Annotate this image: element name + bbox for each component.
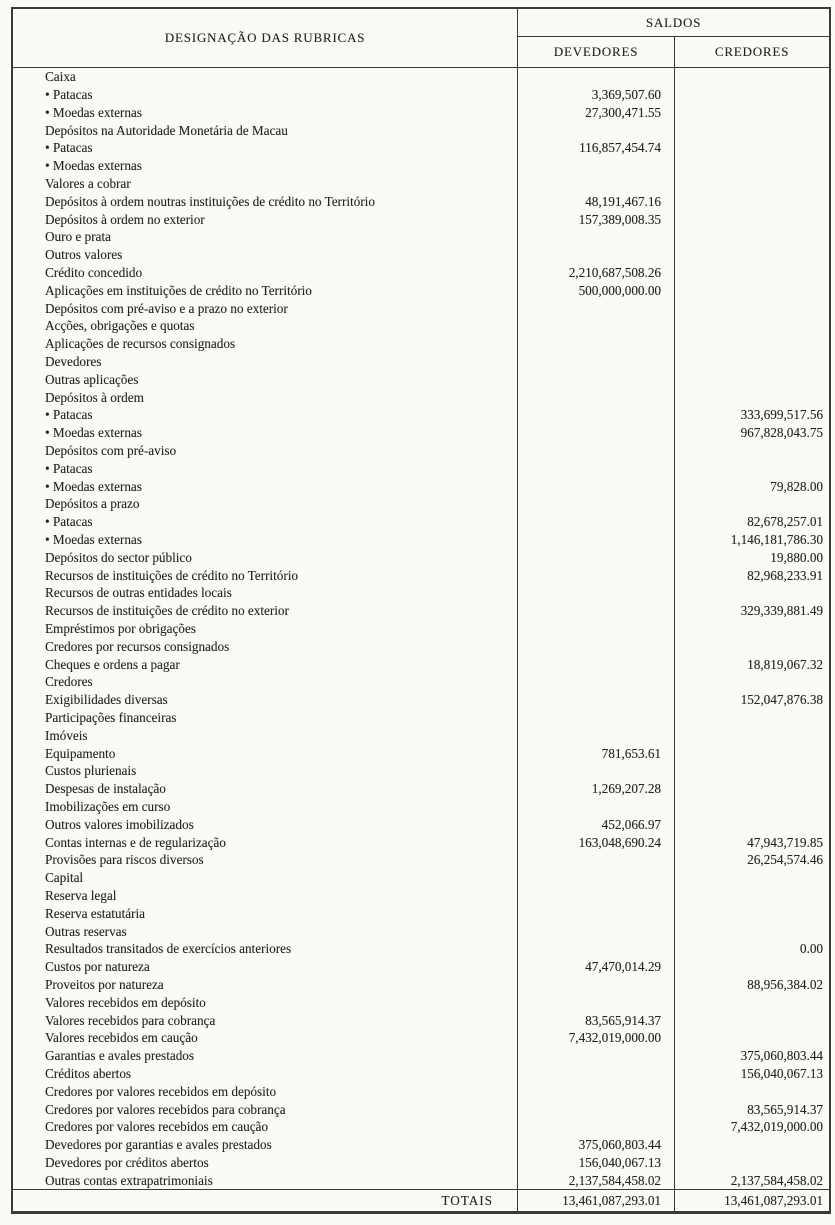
table-row [13,887,829,905]
row-credores-value: 2,137,584,458.02 [730,1172,823,1188]
table-row [13,139,829,157]
row-credores-value: 88,956,384.02 [747,976,823,992]
row-devedores-value [518,1082,675,1100]
row-label: Outras contas extrapatrimoniais [13,1171,518,1189]
row-credores-value: 82,968,233.91 [747,567,823,583]
row-label: • Patacas [13,139,518,157]
row-label: Custos plurienais [13,762,518,780]
table-row [13,815,829,833]
table-row [13,353,829,371]
row-credores-value [675,1082,829,1100]
row-credores-value: 82,678,257.01 [747,514,823,530]
row-credores-value [675,317,829,335]
row-devedores-value [518,904,675,922]
row-label: Exigibilidades diversas [13,691,518,709]
table-header [13,9,829,68]
row-label: Aplicações em instituições de crédito no Território [13,282,518,300]
row-label: Credores por recursos consignados [13,638,518,656]
row-devedores-value [518,1100,675,1118]
row-credores-value [675,815,829,833]
row-devedores-value [518,424,675,442]
row-devedores-value: 500,000,000.00 [518,282,675,300]
row-credores-value [675,709,829,727]
row-label: Outras aplicações [13,371,518,389]
table-row [13,335,829,353]
row-devedores-value [518,762,675,780]
balance-table [11,7,831,1214]
table-row [13,1171,829,1189]
row-devedores-value [518,531,675,549]
table-row [13,406,829,424]
row-devedores-value [518,1118,675,1136]
row-credores-value: 7,432,019,000.00 [730,1119,823,1135]
row-credores-value [675,1154,829,1172]
row-devedores-value [518,940,675,958]
table-row [13,958,829,976]
row-devedores-value: 47,470,014.29 [518,958,675,976]
row-devedores-value [518,1065,675,1083]
row-label: • Patacas [13,460,518,478]
row-devedores-value: 7,432,019,000.00 [518,1029,675,1047]
table-row [13,460,829,478]
row-label: Depósitos a prazo [13,495,518,513]
row-credores-value: 0.00 [799,941,823,957]
row-label: • Patacas [13,406,518,424]
row-label: Imóveis [13,726,518,744]
row-credores-value: 329,339,881.49 [740,603,823,619]
row-devedores-value [518,851,675,869]
row-label: Acções, obrigações e quotas [13,317,518,335]
row-label: Outros valores [13,246,518,264]
table-row [13,1136,829,1154]
row-label: Custos por natureza [13,958,518,976]
row-credores-value [675,584,829,602]
row-label: Capital [13,869,518,887]
row-label: Despesas de instalação [13,780,518,798]
table-row [13,549,829,567]
row-credores-value [675,139,829,157]
row-credores-value [675,193,829,211]
header-saldos: SALDOS [518,9,829,37]
table-row [13,638,829,656]
row-devedores-value: 48,191,467.16 [518,193,675,211]
row-devedores-value [518,709,675,727]
row-credores-value [675,335,829,353]
row-credores-value: 83,565,914.37 [747,1101,823,1117]
row-credores-value [675,86,829,104]
table-row [13,566,829,584]
row-devedores-value [518,175,675,193]
table-row [13,780,829,798]
row-credores-value: 18,819,067.32 [747,656,823,672]
row-credores-value [675,175,829,193]
row-credores-value: 1,146,181,786.30 [730,532,823,548]
header-designacao-das-rubricas: DESIGNAÇÃO DAS RUBRICAS [13,9,518,67]
row-label: Créditos abertos [13,1065,518,1083]
row-credores-value: 156,040,067.13 [740,1065,823,1081]
row-credores-value: 19,880.00 [770,549,823,565]
table-row [13,175,829,193]
table-row [13,1100,829,1118]
row-label: • Moedas externas [13,531,518,549]
row-credores-value [675,246,829,264]
row-credores-value [675,228,829,246]
table-row [13,317,829,335]
row-label: Credores por valores recebidos para cobrança [13,1100,518,1118]
table-row [13,477,829,495]
table-row [13,442,829,460]
table-row [13,655,829,673]
row-label: Depósitos do sector público [13,549,518,567]
table-row [13,121,829,139]
row-credores-value [675,726,829,744]
row-credores-value: 152,047,876.38 [740,692,823,708]
row-label: Credores por valores recebidos em depósito [13,1082,518,1100]
row-devedores-value: 27,300,471.55 [518,104,675,122]
row-label: Provisões para riscos diversos [13,851,518,869]
row-label: Aplicações de recursos consignados [13,335,518,353]
header-saldos-group [518,9,829,67]
table-row [13,798,829,816]
row-credores-value [675,121,829,139]
row-label: Cheques e ordens a pagar [13,655,518,673]
row-devedores-value [518,602,675,620]
row-label: Proveitos por natureza [13,976,518,994]
row-label: Credores por valores recebidos em caução [13,1118,518,1136]
table-row [13,1047,829,1065]
row-credores-value [675,495,829,513]
row-devedores-value [518,157,675,175]
table-row [13,691,829,709]
table-body [13,68,829,1189]
row-devedores-value [518,620,675,638]
row-devedores-value [518,726,675,744]
row-label: Devedores [13,353,518,371]
row-devedores-value [518,976,675,994]
table-row [13,104,829,122]
row-devedores-value [518,566,675,584]
row-devedores-value: 2,137,584,458.02 [518,1171,675,1189]
row-devedores-value [518,388,675,406]
row-label: Crédito concedido [13,264,518,282]
row-devedores-value [518,1047,675,1065]
row-devedores-value [518,887,675,905]
table-row [13,371,829,389]
row-label: Valores recebidos em depósito [13,993,518,1011]
row-label: Valores recebidos para cobrança [13,1011,518,1029]
row-credores-value: 79,828.00 [770,478,823,494]
row-label: Resultados transitados de exercícios anteriores [13,940,518,958]
row-devedores-value [518,495,675,513]
row-label: Empréstimos por obrigações [13,620,518,638]
table-row [13,1011,829,1029]
row-label: Devedores por garantias e avales prestados [13,1136,518,1154]
row-credores-value [675,371,829,389]
totals-devedores-value: 13,461,087,293.01 [518,1190,675,1211]
row-credores-value [675,887,829,905]
row-label: Caixa [13,68,518,86]
row-label: Depósitos à ordem no exterior [13,210,518,228]
row-devedores-value [518,371,675,389]
row-label: • Moedas externas [13,477,518,495]
row-label: Equipamento [13,744,518,762]
row-devedores-value [518,460,675,478]
row-credores-value [675,780,829,798]
row-credores-value [675,744,829,762]
header-devedores: DEVEDORES [518,37,675,67]
row-label: Outros valores imobilizados [13,815,518,833]
row-devedores-value [518,246,675,264]
row-devedores-value [518,549,675,567]
row-label: Depósitos com pré-aviso e a prazo no exterior [13,299,518,317]
row-label: Recursos de outras entidades locais [13,584,518,602]
row-label: Devedores por créditos abertos [13,1154,518,1172]
table-row [13,726,829,744]
row-devedores-value [518,655,675,673]
row-devedores-value [518,353,675,371]
row-devedores-value: 116,857,454.74 [518,139,675,157]
row-devedores-value [518,477,675,495]
table-row [13,193,829,211]
table-row [13,976,829,994]
row-devedores-value [518,228,675,246]
row-credores-value [675,673,829,691]
table-row [13,86,829,104]
row-devedores-value [518,922,675,940]
row-devedores-value: 1,269,207.28 [518,780,675,798]
table-row [13,157,829,175]
row-devedores-value [518,584,675,602]
row-label: Contas internas e de regularização [13,833,518,851]
row-devedores-value [518,798,675,816]
row-devedores-value: 83,565,914.37 [518,1011,675,1029]
row-credores-value [675,157,829,175]
row-devedores-value [518,869,675,887]
row-label: Reserva legal [13,887,518,905]
row-devedores-value: 781,653.61 [518,744,675,762]
row-label: Valores recebidos em caução [13,1029,518,1047]
row-credores-value [675,104,829,122]
row-label: • Patacas [13,513,518,531]
table-row [13,210,829,228]
row-credores-value [675,388,829,406]
row-credores-value [675,442,829,460]
table-row [13,513,829,531]
row-credores-value: 333,699,517.56 [740,407,823,423]
row-label: • Patacas [13,86,518,104]
row-label: Ouro e prata [13,228,518,246]
row-label: Participações financeiras [13,709,518,727]
row-credores-value [675,210,829,228]
row-devedores-value: 156,040,067.13 [518,1154,675,1172]
table-row [13,940,829,958]
row-credores-value [675,68,829,86]
table-row [13,993,829,1011]
totals-credores-value: 13,461,087,293.01 [724,1192,823,1208]
table-row [13,1118,829,1136]
row-label: • Moedas externas [13,104,518,122]
row-credores-value [675,904,829,922]
header-credores: CREDORES [714,44,790,59]
row-devedores-value [518,638,675,656]
row-devedores-value: 375,060,803.44 [518,1136,675,1154]
table-row [13,228,829,246]
table-row [13,744,829,762]
row-credores-value [675,762,829,780]
row-credores-value [675,620,829,638]
row-label: Valores a cobrar [13,175,518,193]
table-row [13,299,829,317]
row-credores-value [675,1136,829,1154]
row-devedores-value [518,299,675,317]
row-credores-value [675,282,829,300]
row-label: Depósitos à ordem [13,388,518,406]
table-row [13,68,829,86]
row-credores-value [675,638,829,656]
row-label: Depósitos com pré-aviso [13,442,518,460]
row-label: Recursos de instituições de crédito no Território [13,566,518,584]
row-devedores-value [518,335,675,353]
table-row [13,709,829,727]
row-credores-value [675,958,829,976]
row-devedores-value [518,442,675,460]
table-row [13,904,829,922]
table-row [13,762,829,780]
row-credores-value [675,299,829,317]
row-credores-value [675,460,829,478]
row-label: Credores [13,673,518,691]
row-label: Imobilizações em curso [13,798,518,816]
row-credores-value: 47,943,719.85 [747,834,823,850]
totals-label: TOTAIS [13,1190,518,1211]
row-credores-value [675,869,829,887]
row-devedores-value [518,691,675,709]
row-label: Depósitos na Autoridade Monetária de Macau [13,121,518,139]
row-credores-value [675,922,829,940]
table-row [13,1029,829,1047]
row-devedores-value [518,993,675,1011]
row-credores-value [675,264,829,282]
row-credores-value: 26,254,574.46 [747,852,823,868]
table-row [13,388,829,406]
table-row [13,602,829,620]
row-credores-value [675,1011,829,1029]
table-row [13,833,829,851]
table-row [13,264,829,282]
table-row [13,531,829,549]
row-label: Depósitos à ordem noutras instituições de crédito no Território [13,193,518,211]
row-label: Recursos de instituições de crédito no exterior [13,602,518,620]
row-devedores-value: 3,369,507.60 [518,86,675,104]
table-row [13,673,829,691]
row-devedores-value: 2,210,687,508.26 [518,264,675,282]
row-label: • Moedas externas [13,424,518,442]
table-row [13,620,829,638]
table-row [13,246,829,264]
table-row [13,1154,829,1172]
table-row [13,424,829,442]
table-row [13,869,829,887]
table-row [13,1082,829,1100]
totals-row [13,1189,829,1211]
row-credores-value [675,798,829,816]
table-row [13,1065,829,1083]
row-devedores-value [518,317,675,335]
table-row [13,495,829,513]
row-credores-value: 375,060,803.44 [740,1048,823,1064]
table-row [13,922,829,940]
row-label: Reserva estatutária [13,904,518,922]
row-devedores-value [518,68,675,86]
row-devedores-value: 452,066.97 [518,815,675,833]
table-row [13,584,829,602]
row-devedores-value: 157,389,008.35 [518,210,675,228]
table-row [13,282,829,300]
row-credores-value [675,353,829,371]
row-devedores-value [518,513,675,531]
row-label: Garantias e avales prestados [13,1047,518,1065]
row-credores-value: 967,828,043.75 [740,425,823,441]
row-devedores-value [518,121,675,139]
row-label: Outras reservas [13,922,518,940]
header-saldos-subcolumns [518,37,829,67]
row-credores-value [675,1029,829,1047]
table-row [13,851,829,869]
row-label: • Moedas externas [13,157,518,175]
row-devedores-value [518,406,675,424]
row-credores-value [675,993,829,1011]
row-devedores-value [518,673,675,691]
row-devedores-value: 163,048,690.24 [518,833,675,851]
